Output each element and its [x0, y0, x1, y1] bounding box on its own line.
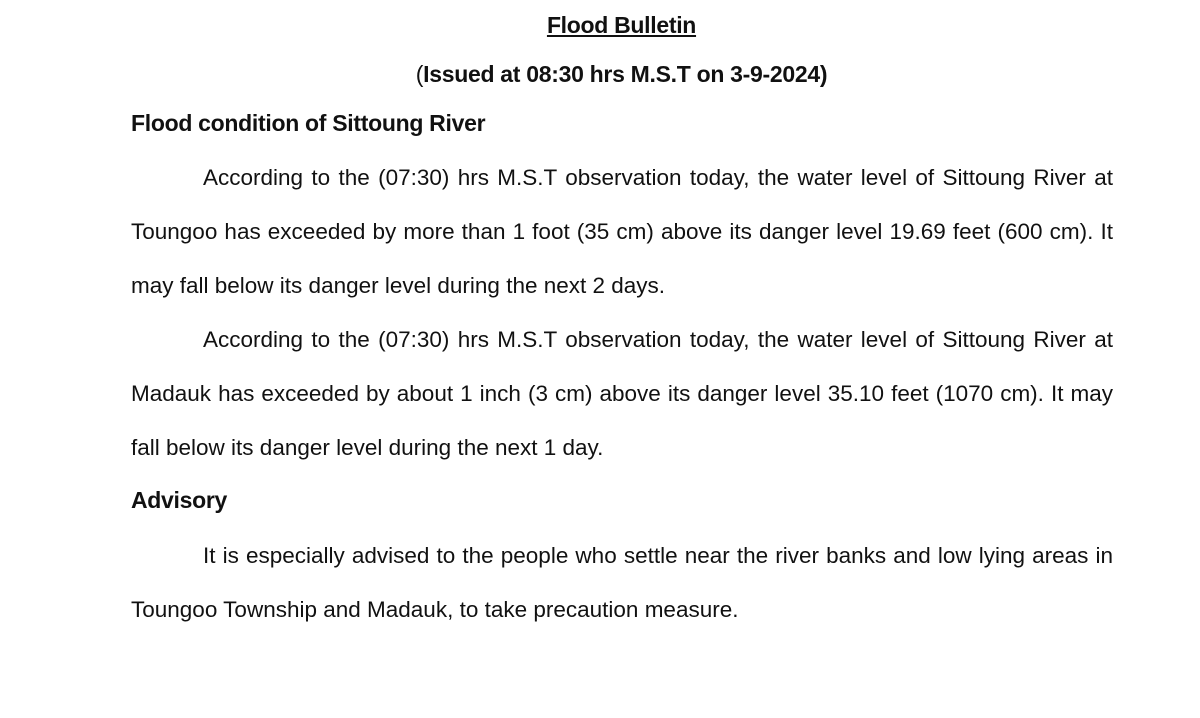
advisory-heading: Advisory	[131, 487, 228, 513]
issued-text: Issued at 08:30 hrs M.S.T on 3-9-2024	[423, 61, 820, 87]
issued-close-paren: )	[819, 61, 828, 87]
condition-heading: Flood condition of Sittoung River	[131, 110, 486, 136]
bulletin-title: Flood Bulletin	[546, 12, 697, 38]
issued-open-paren: (	[415, 61, 424, 87]
toungoo-paragraph: According to the (07:30) hrs M.S.T observation today, the water level of Sittoung River at Toungoo has exceeded by more than 1 foot (35 cm) above its danger level 19.69 feet (600 cm). It may fall below its danger level during the next 2 days.	[131, 165, 1113, 298]
issued-line	[0, 61, 1200, 88]
advisory-paragraph: It is especially advised to the people who settle near the river banks and low lying areas in Toungoo Township and Madauk, to take precaution measure.	[131, 543, 1113, 622]
madauk-paragraph: According to the (07:30) hrs M.S.T observation today, the water level of Sittoung River at Madauk has exceeded by about 1 inch (3 cm) above its danger level 35.10 feet (1070 cm). It may fall below its danger level during the next 1 day.	[131, 327, 1113, 460]
